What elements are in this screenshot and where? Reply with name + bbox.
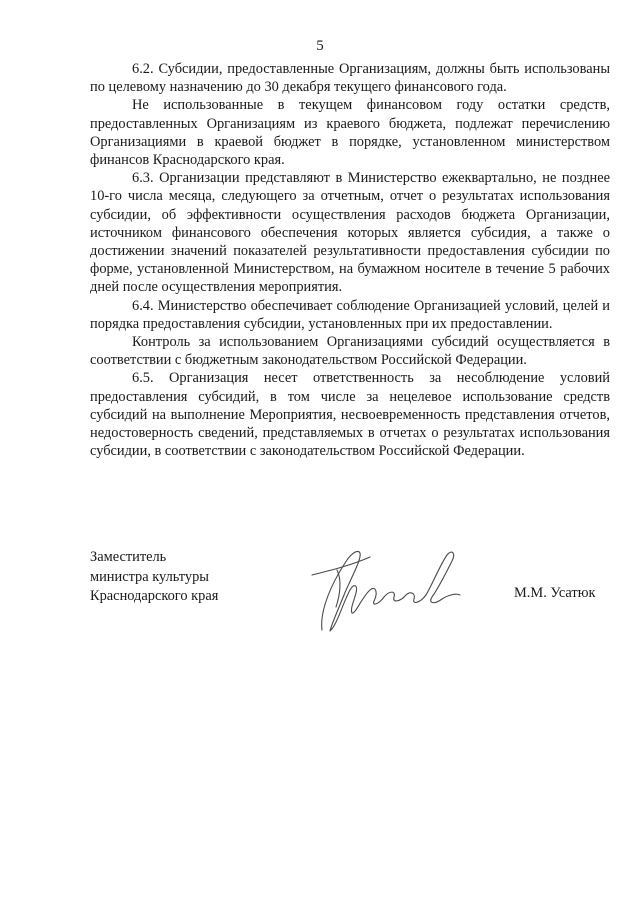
signatory-title — [90, 548, 218, 607]
signatory-line-2: министра культуры — [90, 568, 209, 585]
paragraph-control: Контроль за использованием Организациями субсидий осуществляется в соответствии с бюджетным законодательством Российской Федерации. — [90, 334, 610, 369]
signatory-name: М.М. Усатюк — [514, 585, 596, 601]
handwritten-signature — [292, 535, 472, 645]
paragraph-6-4: 6.4. Министерство обеспечивает соблюдение Организацией условий, целей и порядка предоставления субсидии, установленных при их предоставлении. — [90, 297, 610, 332]
paragraph-6-3: 6.3. Организации представляют в Министерство ежеквартально, не позднее 10-го числа месяца, следующего за отчетным, отчет о результатах использования субсидии, об эффективности осуществления расходов бюджета Организации, источником финансового обеспечения которых является субсидия, а также о достижении значений показателей результативности предоставления субсидии по форме, установленной Министерством, на бумажном носителе в течение 5 рабочих дней после осуществления мероприятия. — [90, 170, 610, 296]
paragraph-6-2: 6.2. Субсидии, предоставленные Организациям, должны быть использованы по целевому назначению до 30 декабря текущего финансового года. — [90, 61, 610, 96]
document-body — [90, 60, 610, 460]
paragraph-unused-funds: Не использованные в текущем финансовом году остатки средств, предоставленных Организациям из краевого бюджета, подлежат перечислению Организациями в краевой бюджет в порядке, установленном министерством финансов Краснодарского края. — [90, 97, 610, 169]
paragraph-6-5: 6.5. Организация несет ответственность за несоблюдение условий предоставления субсидий, в том числе за нецелевое использование средств субсидий на выполнение Мероприятия, несвоевременность представления отчетов, недостоверность сведений, представляемых в отчетах о результатах использования субсидии, в соответствии с законодательством Российской Федерации. — [90, 370, 610, 460]
signatory-line-3: Краснодарского края — [90, 588, 219, 604]
page-number: 5 — [316, 38, 324, 54]
signatory-line-1: Заместитель — [90, 549, 167, 565]
